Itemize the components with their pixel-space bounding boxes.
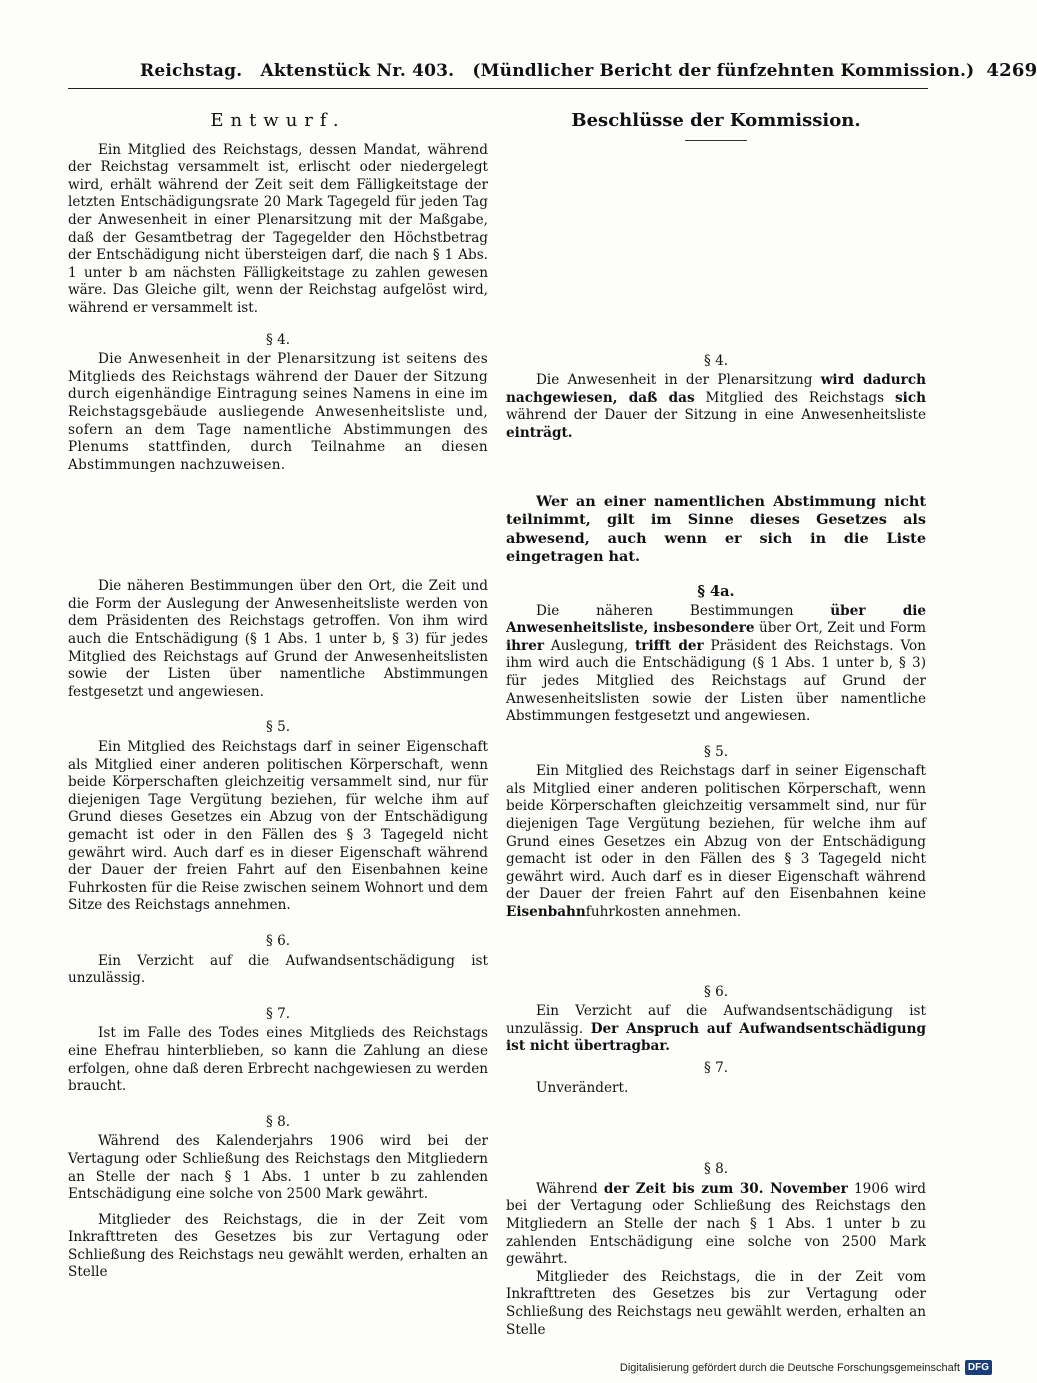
emphasis-run: Wer an einer namentlichen Abstimmung nicht teilnimmt, gilt im Sinne dieses Gesetzes als abwesend, auch wenn er sich in die Liste eingetragen hat. xyxy=(506,492,926,566)
header-part-bericht: (Mündlicher Bericht der fünfzehnten Kommission.) xyxy=(472,61,975,81)
paragraph-8-1-kommission xyxy=(506,1181,926,1269)
digitization-footer xyxy=(620,1360,992,1375)
running-header xyxy=(140,60,1037,86)
emphasis-run: über die Anwesenheitsliste, insbesondere xyxy=(506,602,927,637)
text-run: Ein Mitglied des Reichstags darf in seiner Eigenschaft als Mitglied einer anderen politischen Körperschaft, wenn beide Körperschaften gleichzeitig versammelt sind, nur für diejenigen Tage Vergütung beziehen, für welche ihm auf Grund eines Gesetzes ein Abzug von der Entschädigung gemacht ist oder in den Fällen des § 3 Tagegeld nicht gewährt wird. Auch darf es in dieser Eigenschaft während der Dauer der freien Fahrt auf den Eisenbahnen keine xyxy=(506,763,926,903)
paragraph-4-1-kommission xyxy=(506,372,926,442)
section-heading-4a: § 4a. xyxy=(697,582,735,600)
emphasis-run: trifft der xyxy=(635,637,704,654)
paragraph-8-2-kommission: Mitglieder des Reichstags, die in der Zeit vom Inkrafttreten des Gesetzes bis zur Vertagung oder Schließung des Reichstags neu gewählt werden, erhalten an Stelle xyxy=(506,1268,926,1338)
emphasis-run: der Zeit bis zum 30. November xyxy=(603,1180,848,1197)
emphasis-run: einträgt. xyxy=(506,424,573,441)
footer-text: Digitalisierung gefördert durch die Deutsche Forschungsgemeinschaft xyxy=(619,1361,960,1374)
section-heading-5: § 5. xyxy=(265,719,291,736)
emphasis-run: sich xyxy=(895,389,926,406)
paragraph-4a xyxy=(506,603,926,726)
text-run: Mitglied des Reichstags xyxy=(705,389,885,406)
emphasis-run: wird dadurch nachgewiesen, daß das xyxy=(506,372,926,406)
column-entwurf xyxy=(68,108,488,1282)
text-run: fuhrkosten annehmen. xyxy=(585,904,742,921)
header-title xyxy=(140,61,986,81)
text-run: Präsident des Reichstags. Von ihm wird auch die Entschädigung (§ 1 Abs. 1 unter b, § 3) für jedes Mitglied des Reichstags auf Grund der Anwesenheitslisten sowie der Listen über namentliche Abstimmungen festgesetzt und angewiesen. xyxy=(506,637,926,725)
paragraph-6: Ein Verzicht auf die Aufwandsentschädigung ist unzulässig. xyxy=(68,952,488,987)
header-part-reichstag: Reichstag. xyxy=(140,61,243,81)
paragraph-4-2-kommission xyxy=(506,493,926,567)
paragraph-8-2: Mitglieder des Reichstags, die in der Zeit vom Inkrafttreten des Gesetzes bis zur Vertagung oder Schließung des Reichstags neu gewählt werden, erhalten an Stelle xyxy=(68,1211,488,1281)
paragraph-5-kommission xyxy=(506,763,926,921)
text-run: während der Dauer der Sitzung in eine Anwesenheitsliste xyxy=(506,407,926,424)
emphasis-run: Eisenbahn xyxy=(506,904,586,921)
paragraph-5: Ein Mitglied des Reichstags darf in seiner Eigenschaft als Mitglied einer anderen politischen Körperschaft, wenn beide Körperschaften gleichzeitig versammelt sind, nur für diejenigen Tage Vergütung beziehen, für welche ihm auf Grund dieses Gesetzes ein Abzug von der Entschädigung gemacht ist oder in den Fällen des § 3 Tagegeld nicht gewährt wird. Auch darf es in dieser Eigenschaft während der Dauer der freien Fahrt auf den Eisenbahnen keine Fuhrkosten für die Reise zwischen seinem Wohnort und dem Sitze des Reichstags annehmen. xyxy=(68,739,488,914)
paragraph-6-kommission xyxy=(506,1003,926,1056)
header-rule xyxy=(68,88,928,89)
section-heading-4-kommission: § 4. xyxy=(703,352,729,369)
text-run: über Ort, Zeit und Form xyxy=(758,620,926,637)
paragraph-8-1: Während des Kalenderjahrs 1906 wird bei der Vertagung oder Schließung des Reichstags den Mitgliedern an Stelle der nach § 1 Abs. 1 unter b zu zahlenden Entschädigung eine solche von 2500 Mark gewährt. xyxy=(68,1133,488,1203)
title-rule xyxy=(685,140,747,141)
text-run: Die Anwesenheit in der Plenarsitzung xyxy=(536,372,813,389)
section-heading-8: § 8. xyxy=(265,1113,291,1130)
page-number: 4269 xyxy=(986,60,1037,81)
section-heading-8-kommission: § 8. xyxy=(703,1161,729,1178)
section-heading-7-kommission: § 7. xyxy=(703,1060,729,1076)
paragraph-4-2: Die näheren Bestimmungen über den Ort, die Zeit und die Form der Auslegung der Anwesenheitsliste werden von dem Präsidenten des Reichstags getroffen. Von ihm wird auch die Entschädigung (§ 1 Abs. 1 unter b, § 3) für jedes Mitglied des Reichstags auf Grund der Anwesenheitslisten sowie der Listen über namentliche Abstimmungen festgesetzt und angewiesen. xyxy=(68,578,488,700)
column-beschluesse xyxy=(506,108,926,1339)
section-heading-6: § 6. xyxy=(265,932,291,949)
text-run: Die näheren Bestimmungen xyxy=(536,602,794,619)
header-part-aktenstueck: Aktenstück Nr. 403. xyxy=(260,61,455,81)
column-title-beschluesse: Beschlüsse der Kommission. xyxy=(571,110,861,131)
section-heading-5-kommission: § 5. xyxy=(703,743,729,760)
emphasis-run: Der Anspruch auf Aufwandsentschädigung ist nicht übertragbar. xyxy=(506,1020,926,1055)
section-heading-7: § 7. xyxy=(265,1005,291,1022)
paragraph-intro: Ein Mitglied des Reichstags, dessen Mandat, während der Reichstag versammelt ist, erlischt oder niedergelegt wird, erhält während der Zeit seit dem Fälligkeitstage der letzten Entschädigungsrate 20 Mark Tagegeld für jeden Tag der Anwesenheit in einer Plenarsitzung mit der Maßgabe, daß der Gesamtbetrag der Tagegelder den Höchstbetrag der Entschädigung nicht übersteigen darf, die nach § 1 Abs. 1 unter b am nächsten Fälligkeitstage zu zahlen gewesen wäre. Das Gleiche gilt, wenn der Reichstag aufgelöst wird, während er versammelt ist. xyxy=(68,141,488,316)
text-run: Auslegung, xyxy=(550,637,629,654)
emphasis-run: ihrer xyxy=(506,637,545,654)
dfg-logo: DFG xyxy=(965,1360,992,1375)
text-run: 1906 wird bei der Vertagung oder Schließung des Reichstags den Mitgliedern an Stelle der nach § 1 Abs. 1 unter b zu zahlenden Entschädigung eine solche von 2500 Mark gewährt. xyxy=(506,1180,926,1268)
text-run: Während xyxy=(536,1180,598,1197)
text-run: Ein Verzicht auf die Aufwandsentschädigung ist unzulässig. xyxy=(506,1003,926,1037)
paragraph-4-1: Die Anwesenheit in der Plenarsitzung ist seitens des Mitglieds des Reichstags während der Dauer der Sitzung durch eigenhändige Eintragung seines Namens in eine im Reichstagsgebäude ausliegende Anwesenheitsliste und, sofern an dem Tage namentliche Abstimmungen des Plenums stattfinden, durch Teilnahme an diesen Abstimmungen nachzuweisen. xyxy=(68,351,488,473)
paragraph-7: Ist im Falle des Todes eines Mitglieds des Reichstags eine Ehefrau hinterblieben, so kann die Zahlung an diese erfolgen, ohne daß deren Erbrecht nachgewiesen zu werden braucht. xyxy=(68,1025,488,1095)
section-heading-6-kommission: § 6. xyxy=(703,983,729,1000)
column-title-entwurf: Entwurf. xyxy=(210,110,346,131)
paragraph-7-kommission: Unverändert. xyxy=(536,1079,629,1096)
section-heading-4: § 4. xyxy=(265,331,291,348)
